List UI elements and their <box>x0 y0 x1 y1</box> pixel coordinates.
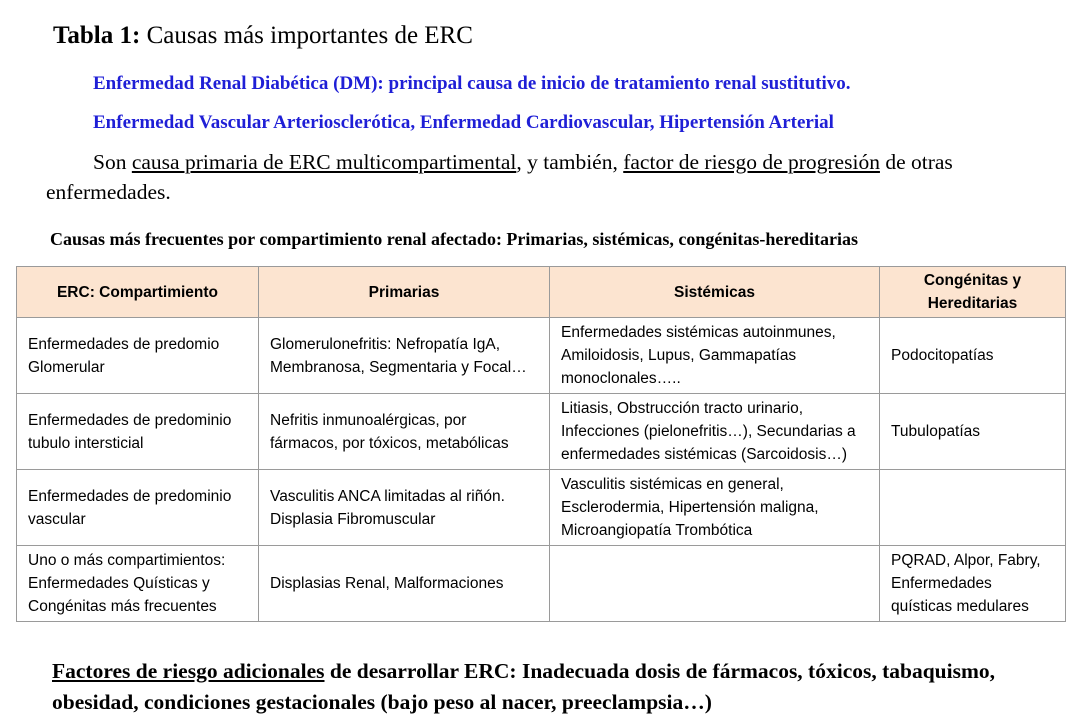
footer-text: de desarrollar ERC: Inadecuada dosis de fármacos, tóxicos, tabaquismo, obesidad, condiciones gestacionales (bajo peso al nacer, preeclampsia…) <box>52 659 996 714</box>
cell-congenital: Podocitopatías <box>880 318 1066 394</box>
title-label: Tabla 1: <box>53 22 141 49</box>
cell-compartment: Enfermedades de predomio Glomerular <box>17 318 259 394</box>
cell-systemic: Litiasis, Obstrucción tracto urinario, Infecciones (pielonefritis…), Secundarias a enfermedades sistémicas (Sarcoidosis…) <box>550 394 880 470</box>
cell-systemic: Enfermedades sistémicas autoinmunes, Amiloidosis, Lupus, Gammapatías monoclonales….. <box>550 318 880 394</box>
table-subheading: Causas más frecuentes por compartimiento renal afectado: Primarias, sistémicas, congénitas-hereditarias <box>50 229 859 249</box>
table-title <box>53 22 473 50</box>
cell-congenital: PQRAD, Alpor, Fabry, Enfermedades quísticas medulares <box>880 546 1066 622</box>
intro-paragraph <box>46 147 1026 207</box>
cell-primary: Glomerulonefritis: Nefropatía IgA, Membranosa, Segmentaria y Focal… <box>259 318 550 394</box>
para-text-2: , y también, <box>516 150 624 174</box>
title-text: Causas más importantes de ERC <box>140 22 473 49</box>
para-text-1: Son <box>93 150 132 174</box>
para-underline-1: causa primaria de ERC multicompartimental <box>131 150 517 174</box>
cell-compartment: Enfermedades de predominio vascular <box>17 470 259 546</box>
table-row <box>17 394 1066 470</box>
table-row <box>17 318 1066 394</box>
table-row <box>17 470 1066 546</box>
cell-compartment: Enfermedades de predominio tubulo intersticial <box>17 394 259 470</box>
para-text-3: de otras enfermedades. <box>46 150 953 204</box>
cell-compartment: Uno o más compartimientos: Enfermedades Quísticas y Congénitas más frecuentes <box>17 546 259 622</box>
cell-systemic: Vasculitis sistémicas en general, Esclerodermia, Hipertensión maligna, Microangiopatía Trombótica <box>550 470 880 546</box>
header-primary: Primarias <box>259 267 550 318</box>
table-row <box>17 546 1066 622</box>
cell-primary: Displasias Renal, Malformaciones <box>259 546 550 622</box>
para-underline-2: factor de riesgo de progresión <box>623 150 880 174</box>
cell-primary: Nefritis inmunoalérgicas, por fármacos, por tóxicos, metabólicas <box>259 394 550 470</box>
cell-congenital <box>880 470 1066 546</box>
header-compartment: ERC: Compartimiento <box>17 267 259 318</box>
cell-congenital: Tubulopatías <box>880 394 1066 470</box>
causes-table <box>16 266 1066 622</box>
blue-line-vascular: Enfermedad Vascular Arteriosclerótica, Enfermedad Cardiovascular, Hipertensión Arterial <box>93 112 834 133</box>
header-congenital: Congénitas y Hereditarias <box>880 267 1066 318</box>
table-header-row <box>17 267 1066 318</box>
additional-risk-factors <box>52 656 1052 718</box>
cell-primary: Vasculitis ANCA limitadas al riñón. Displasia Fibromuscular <box>259 470 550 546</box>
cell-systemic <box>550 546 880 622</box>
header-systemic: Sistémicas <box>550 267 880 318</box>
footer-underline: Factores de riesgo adicionales <box>52 659 325 683</box>
blue-line-diabetic: Enfermedad Renal Diabética (DM): principal causa de inicio de tratamiento renal sustitutivo. <box>93 73 851 94</box>
